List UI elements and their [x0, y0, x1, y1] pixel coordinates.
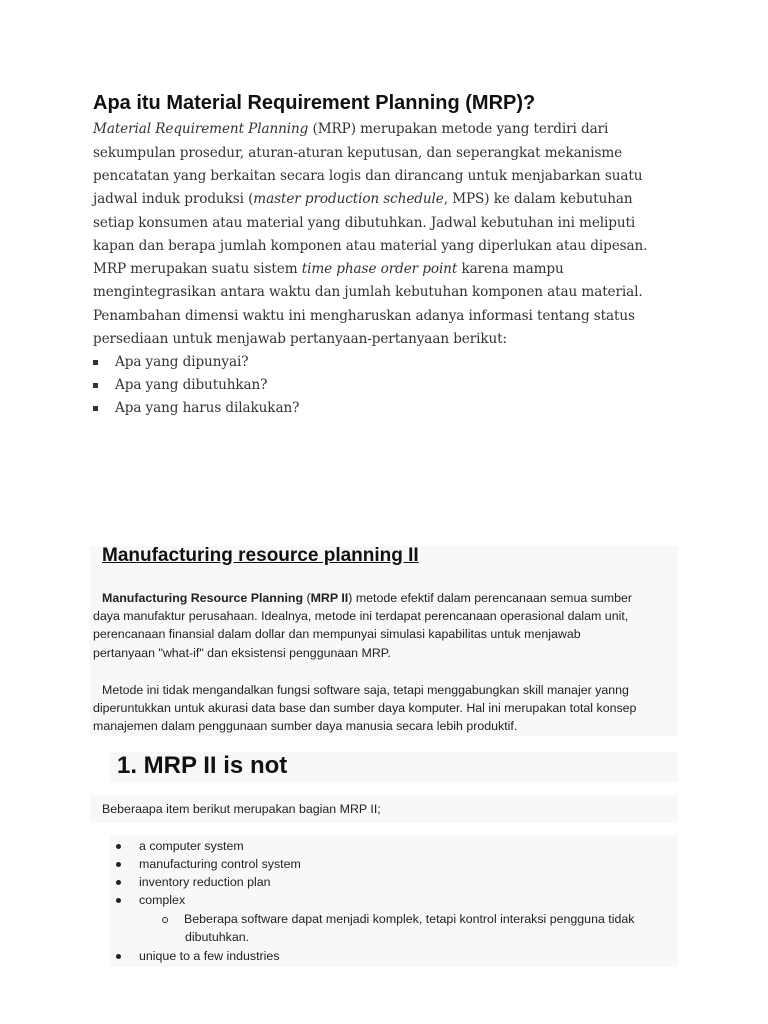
text: ( — [303, 591, 311, 605]
list-item — [93, 377, 267, 393]
bullet-icon — [116, 954, 121, 959]
list-item-text: Beberapa software dapat menjadi komplek, tetapi kontrol interaksi pengguna tidak — [184, 912, 635, 926]
text: (MRP) merupakan metode yang terdiri dari — [308, 121, 609, 137]
text-line: pertanyaan "what-if" dan eksistensi penggunaan MRP. — [93, 646, 391, 660]
list-item — [93, 400, 299, 416]
text-line — [93, 261, 564, 277]
bold-term: MRP II — [310, 591, 349, 605]
sub-list-item — [162, 912, 634, 926]
text-line: manajemen dalam penggunaan sumber daya manusia secara lebih produktif. — [93, 719, 518, 733]
bullet-icon — [116, 862, 121, 867]
bold-term: Manufacturing Resource Planning — [102, 591, 304, 605]
list-item-text: a computer system — [139, 839, 244, 853]
bullet-icon — [93, 383, 98, 388]
text-line: perencanaan finansial dalam dollar dan mempunyai simulasi kapabilitas untuk menjawab — [93, 627, 581, 641]
bullet-icon — [116, 880, 121, 885]
list-item-text: Apa yang harus dilakukan? — [115, 400, 300, 416]
list-item — [116, 857, 301, 871]
list-item — [116, 875, 271, 889]
list-item-text: Apa yang dibutuhkan? — [115, 377, 268, 393]
bullet-icon — [93, 360, 98, 365]
text-line: Beberaapa item berikut merupakan bagian MRP II; — [102, 802, 381, 816]
italic-term: Material Requirement Planning — [93, 121, 309, 137]
text-line — [93, 191, 633, 207]
text-line — [102, 591, 632, 605]
circle-bullet-icon — [162, 917, 168, 923]
list-item — [116, 893, 185, 907]
bullet-icon — [116, 844, 121, 849]
text-line: kapan dan berapa jumlah komponen atau material yang diperlukan atau dipesan. — [93, 238, 648, 254]
text-line: diperuntukkan untuk akurasi data base dan sumber daya komputer. Hal ini merupakan total konsep — [93, 701, 637, 715]
list-item-text: complex — [139, 893, 186, 907]
list-item — [93, 354, 248, 370]
section-heading: Manufacturing resource planning II — [102, 545, 419, 566]
list-item-text: unique to a few industries — [139, 949, 280, 963]
list-item-text: manufacturing control system — [139, 857, 301, 871]
text-line: sekumpulan prosedur, aturan-aturan keputusan, dan seperangkat mekanisme — [93, 145, 623, 161]
list-box — [110, 835, 678, 967]
text: MRP merupakan suatu sistem — [93, 261, 302, 277]
text-line: pencatatan yang berkaitan secara logis dan dirancang untuk menjabarkan suatu — [93, 168, 643, 184]
text-line: dibutuhkan. — [185, 930, 250, 944]
bullet-icon — [93, 406, 98, 411]
text-line: Penambahan dimensi waktu ini mengharuskan adanya informasi tentang status — [93, 308, 635, 324]
text: jadwal induk produksi ( — [93, 191, 254, 207]
text-line: setiap konsumen atau material yang dibutuhkan. Jadwal kebutuhan ini meliputi — [93, 215, 636, 231]
text-line — [93, 121, 608, 137]
text: ) metode efektif dalam perencanaan semua sumber — [348, 591, 633, 605]
bullet-icon — [116, 898, 121, 903]
italic-term: master production schedule — [253, 191, 444, 207]
text-line: mengintegrasikan antara waktu dan jumlah kebutuhan komponen atau material. — [93, 284, 643, 300]
text-line: Metode ini tidak mengandalkan fungsi software saja, tetapi menggabungkan skill manajer yanng — [102, 683, 629, 697]
italic-term: time phase order point — [301, 261, 458, 277]
section-heading: 1. MRP II is not — [117, 752, 288, 779]
text-line: daya manufaktur perusahaan. Idealnya, metode ini terdapat perencanaan operasional dalam unit, — [93, 609, 629, 623]
list-item-text: Apa yang dipunyai? — [115, 354, 249, 370]
list-item — [116, 839, 244, 853]
text-line: persediaan untuk menjawab pertanyaan-pertanyaan berikut: — [93, 331, 508, 347]
page-title: Apa itu Material Requirement Planning (MRP)? — [93, 92, 536, 114]
list-item — [116, 949, 280, 963]
text: karena mampu — [457, 261, 564, 277]
list-item-text: inventory reduction plan — [139, 875, 271, 889]
text: , MPS) ke dalam kebutuhan — [443, 191, 633, 207]
